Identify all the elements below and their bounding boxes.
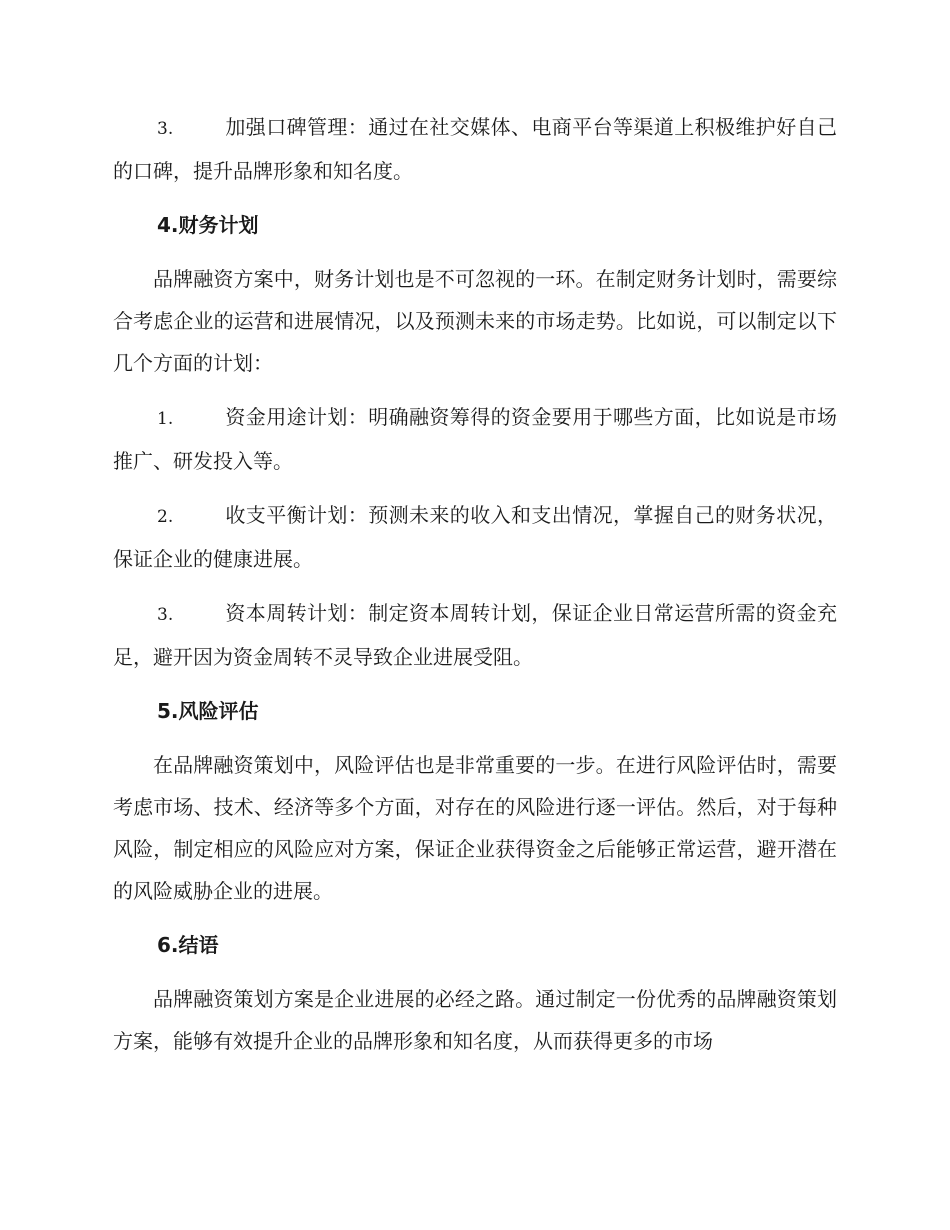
document-body	[113, 106, 837, 1074]
paragraph: 在品牌融资策划中，风险评估也是非常重要的一步。在进行风险评估时，需要考虑市场、技术、经济等多个方面，对存在的风险进行逐一评估。然后，对于每种风险，制定相应的风险应对方案，保证企业获得资金之后能够正常运营，避开潜在的风险威胁企业的进展。	[113, 753, 837, 903]
list-number: 1.	[157, 409, 174, 429]
list-number: 3.	[157, 119, 174, 139]
list-text: 加强口碑管理：通过在社交媒体、电商平台等渠道上积极维护好自己的口碑，提升品牌形象和知名度。	[113, 115, 837, 183]
paragraph: 品牌融资方案中，财务计划也是不可忽视的一环。在制定财务计划时，需要综合考虑企业的运营和进展情况，以及预测未来的市场走势。比如说，可以制定以下几个方面的计划：	[113, 267, 837, 375]
section-heading-risk: 5.风险评估	[157, 699, 259, 723]
paragraph: 品牌融资策划方案是企业进展的必经之路。通过制定一份优秀的品牌融资策划方案，能够有效提升企业的品牌形象和知名度，从而获得更多的市场	[113, 987, 837, 1053]
section-heading-conclusion: 6.结语	[157, 933, 219, 957]
list-number: 3.	[157, 605, 174, 625]
list-item	[113, 396, 837, 482]
list-number: 2.	[157, 507, 174, 527]
list-item	[113, 494, 837, 580]
list-item	[113, 106, 837, 192]
list-item	[113, 592, 837, 678]
list-text: 资金用途计划：明确融资筹得的资金要用于哪些方面，比如说是市场推广、研发投入等。	[113, 405, 837, 473]
section-heading-finance: 4.财务计划	[157, 213, 259, 237]
list-text: 收支平衡计划：预测未来的收入和支出情况，掌握自己的财务状况，保证企业的健康进展。	[113, 503, 837, 571]
list-text: 资本周转计划：制定资本周转计划，保证企业日常运营所需的资金充足，避开因为资金周转不灵导致企业进展受阻。	[113, 601, 837, 669]
